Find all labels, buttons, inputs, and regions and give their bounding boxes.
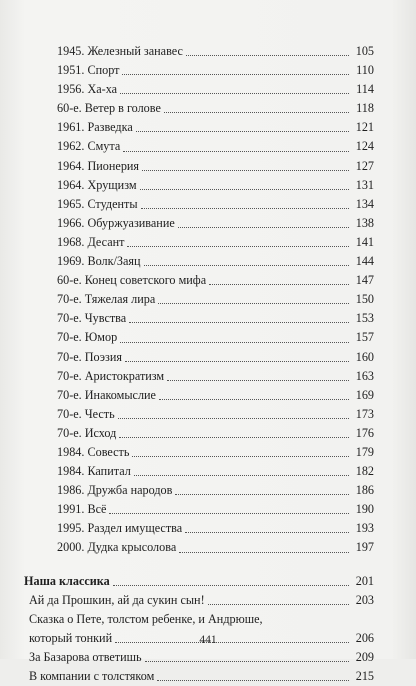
toc-entry	[24, 405, 374, 424]
entry-page-number: 134	[355, 196, 374, 211]
dot-leader	[144, 265, 349, 266]
toc-entry	[24, 42, 374, 61]
entry-page-number: 131	[355, 177, 374, 192]
entry-title: 70-е. Юмор	[57, 330, 118, 345]
entry-title: В компании с толстяком	[29, 669, 155, 683]
entry-title: 1964. Хрущизм	[57, 177, 137, 192]
entry-title: За Базарова ответишь	[29, 649, 142, 664]
table-of-contents	[24, 42, 374, 686]
entry-title: 60-е. Ветер в голове	[57, 101, 161, 116]
dot-leader	[132, 456, 349, 457]
entry-title: 2000. Дудка крысолова	[57, 540, 177, 555]
toc-entry	[24, 500, 374, 519]
entry-title: 1965. Студенты	[57, 196, 138, 211]
toc-entry	[24, 157, 374, 176]
dot-leader	[186, 55, 349, 56]
section-title: Наша классика	[24, 573, 110, 588]
entry-page-number: 182	[355, 464, 374, 479]
dot-leader	[120, 93, 349, 94]
entry-page-number: 147	[355, 273, 374, 288]
dot-leader	[113, 585, 349, 586]
toc-entry	[24, 80, 374, 99]
entry-title: 70-е. Инакомыслие	[57, 387, 156, 402]
entry-page-number: 169	[355, 387, 374, 402]
page-number: 441	[199, 634, 217, 646]
toc-entries	[24, 42, 374, 558]
toc-entry	[24, 309, 374, 328]
entry-title: 70-е. Аристократизм	[57, 368, 165, 383]
entry-page-number: 190	[355, 502, 374, 517]
dot-leader	[175, 494, 349, 495]
entry-page-number: 197	[355, 540, 374, 555]
toc-entry	[24, 667, 374, 686]
dot-leader	[178, 227, 349, 228]
entry-page-number: 110	[356, 63, 374, 78]
toc-section-heading	[24, 572, 374, 591]
entry-page-number: 138	[355, 215, 374, 230]
toc-entry	[24, 328, 374, 347]
entry-title: 1962. Смута	[57, 139, 121, 154]
toc-entry	[24, 462, 374, 481]
dot-leader	[164, 112, 349, 113]
toc-entry	[24, 424, 374, 443]
entry-title-line2: который тонкий	[29, 630, 113, 645]
entry-title: 70-е. Чувства	[57, 311, 127, 326]
dot-leader	[119, 437, 349, 438]
entry-title: 1986. Дружба народов	[57, 483, 173, 498]
entry-page-number: 176	[355, 425, 374, 440]
entry-page-number: 203	[355, 592, 374, 607]
toc-entry	[24, 367, 374, 386]
toc-entry	[24, 481, 374, 500]
entry-page-number: 114	[356, 82, 374, 97]
toc-entry	[24, 348, 374, 367]
entry-title-line1: Сказка о Пете, толстом ребенке, и Андрюше,	[29, 611, 263, 626]
toc-entry	[24, 176, 374, 195]
entry-title: Ай да Прошкин, ай да сукин сын!	[29, 592, 205, 607]
entry-title: 1995. Раздел имущества	[57, 521, 183, 536]
dot-leader	[129, 322, 349, 323]
entry-page-number: 121	[355, 120, 374, 135]
dot-leader	[136, 131, 349, 132]
toc-entry	[24, 538, 374, 557]
entry-title: 70-е. Честь	[57, 406, 115, 421]
entry-page-number: 163	[355, 368, 374, 383]
toc-entry	[24, 118, 374, 137]
entry-title: 1951. Спорт	[57, 63, 120, 78]
entry-page-number: 153	[355, 311, 374, 326]
toc-entry	[24, 252, 374, 271]
dot-leader	[120, 342, 349, 343]
dot-leader	[127, 246, 349, 247]
toc-entry	[24, 99, 374, 118]
toc-entry	[24, 386, 374, 405]
entry-title: 1968. Десант	[57, 234, 125, 249]
entry-page-number: 105	[355, 44, 374, 58]
entry-page-number: 186	[355, 483, 374, 498]
entry-title: 60-е. Конец советского мифа	[57, 273, 207, 288]
toc-entry	[24, 290, 374, 309]
toc-entry	[24, 195, 374, 214]
toc-entry	[24, 137, 374, 156]
entry-title: 1945. Железный занавес	[57, 44, 183, 58]
entry-page-number: 124	[355, 139, 374, 154]
dot-leader	[122, 74, 349, 75]
toc-entry	[24, 214, 374, 233]
toc-entry	[24, 233, 374, 252]
entry-page-number: 193	[355, 521, 374, 536]
entry-title: 1966. Обуржуазивание	[57, 215, 175, 230]
entry-page-number: 118	[356, 101, 374, 116]
dot-leader	[109, 513, 349, 514]
entry-page-number: 179	[355, 444, 374, 459]
entry-title: 1984. Совесть	[57, 444, 130, 459]
toc-entry	[24, 519, 374, 538]
entry-title: 70-е. Поэзия	[57, 349, 122, 364]
dot-leader	[141, 208, 349, 209]
toc-entry	[24, 591, 374, 610]
dot-leader	[157, 680, 349, 681]
dot-leader	[145, 661, 349, 662]
toc-entry	[24, 271, 374, 290]
entry-title: 1991. Всё	[57, 502, 107, 517]
entry-page-number: 160	[355, 349, 374, 364]
dot-leader	[125, 361, 349, 362]
entry-page-number: 209	[355, 649, 374, 664]
dot-leader	[140, 189, 349, 190]
dot-leader	[209, 284, 349, 285]
toc-entry	[24, 648, 374, 667]
dot-leader	[142, 170, 349, 171]
entry-page-number: 141	[355, 234, 374, 249]
entry-page-number: 206	[355, 630, 374, 645]
dot-leader	[158, 303, 349, 304]
dot-leader	[185, 532, 349, 533]
toc-entry	[24, 443, 374, 462]
dot-leader	[159, 399, 349, 400]
dot-leader	[208, 604, 349, 605]
dot-leader	[167, 380, 349, 381]
entry-page-number: 173	[355, 406, 374, 421]
entry-title: 1961. Разведка	[57, 120, 133, 135]
entry-title: 1969. Волк/Заяц	[57, 254, 141, 269]
entry-page-number: 150	[355, 292, 374, 307]
entry-title: 70-е. Тяжелая лира	[57, 292, 156, 307]
entry-title: 1964. Пионерия	[57, 158, 140, 173]
entry-title: 1956. Ха-ха	[57, 82, 118, 97]
dot-leader	[118, 418, 349, 419]
dot-leader	[134, 475, 349, 476]
dot-leader	[123, 151, 349, 152]
section-page-number: 201	[355, 573, 374, 588]
entry-page-number: 215	[355, 669, 374, 683]
entry-page-number: 157	[355, 330, 374, 345]
entry-page-number: 144	[355, 254, 374, 269]
dot-leader	[179, 552, 349, 553]
entry-page-number: 127	[355, 158, 374, 173]
entry-title: 70-е. Исход	[57, 425, 117, 440]
toc-entry	[24, 61, 374, 80]
entry-title: 1984. Капитал	[57, 464, 131, 479]
